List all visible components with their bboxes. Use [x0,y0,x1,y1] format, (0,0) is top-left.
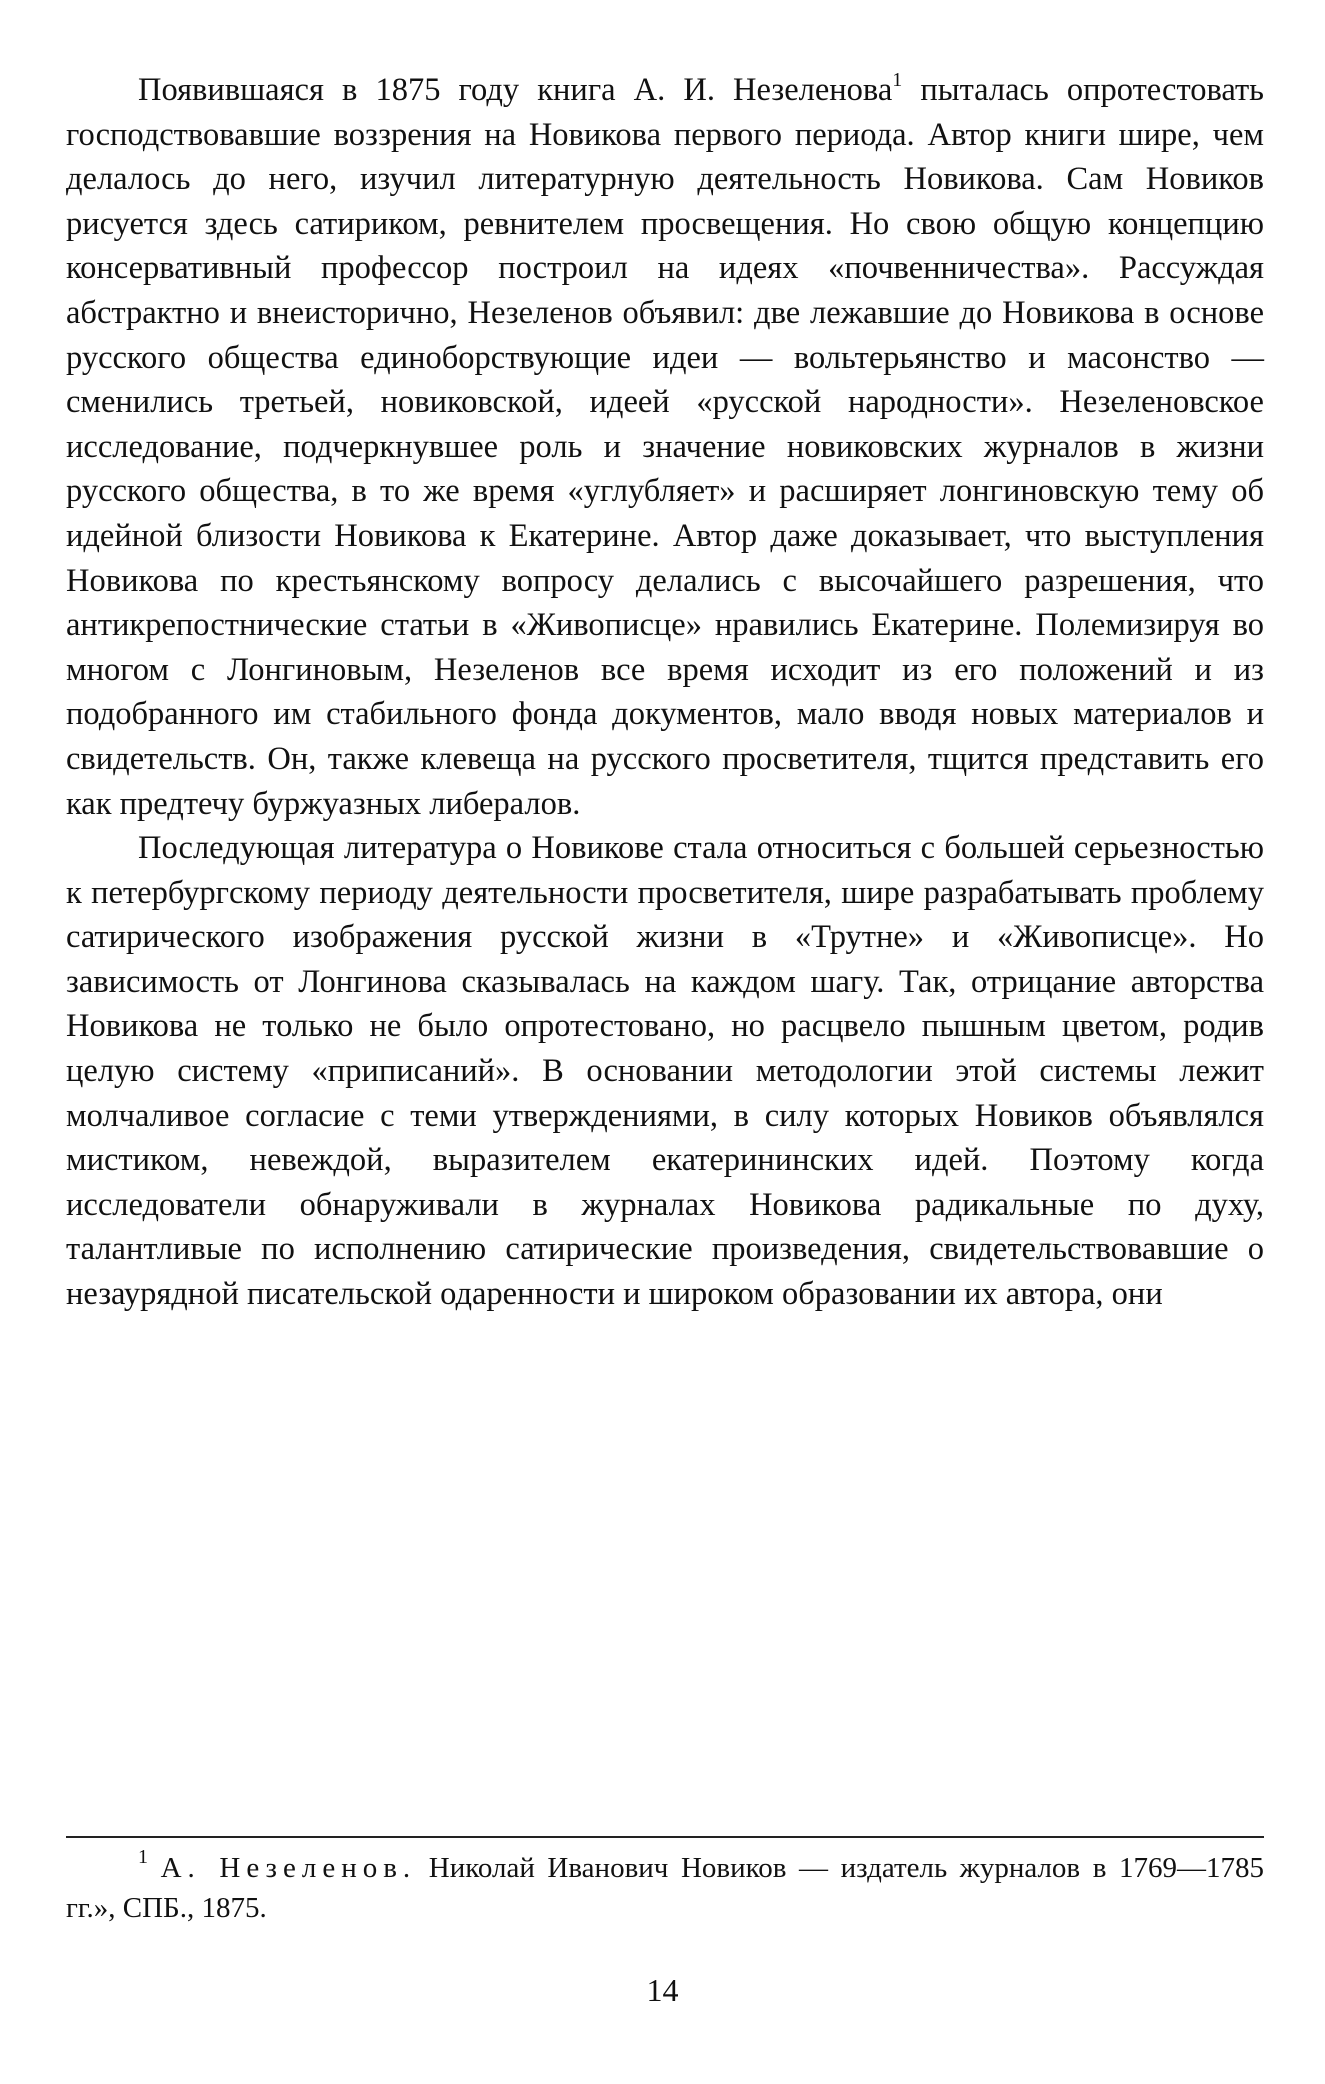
page-body [66,68,1264,1317]
paragraph-2: Последующая литература о Новикове стала относиться с большей серьезностью к петербургскому периоду деятельности просветителя, шире разрабатывать проблему сатирического изображения русской жизни в «Трутне» и «Живописце». Но зависимость от Лонгинова сказывалась на каждом шагу. Так, отрицание авторства Новикова не только не было опротестовано, но расцвело пышным цветом, родив целую систему «приписаний». В основании методологии этой системы лежит молчаливое согласие с теми утверждениями, в силу которых Новиков объявлялся мистиком, невеждой, выразителем екатерининских идей. Поэтому когда исследователи обнаруживали в журналах Новикова радикальные по духу, талантливые по исполнению сатирические произведения, свидетельствовавшие о незаурядной писательской одаренности и широком образовании их автора, они [66,830,1264,1313]
footnote [66,1848,1264,1928]
main-text [66,68,1264,1317]
footnote-author: А. Незеленов. [160,1852,417,1884]
footnote-text: Николай Иванович Новиков — издатель журналов в 1769—1785 гг.», СПБ., 1875. [66,1852,1265,1924]
paragraph-1-rest: пыталась опротестовать господствовавшие воззрения на Новикова первого периода. Автор книги шире, чем делалось до него, изучил литературную деятельность Новикова. Сам Новиков рисуется здесь сатириком, ревнителем просвещения. Но свою общую концепцию консервативный профессор построил на идеях «почвенничества». Рассуждая абстрактно и внеисторично, Незеленов объявил: две лежавшие до Новикова в основе русского общества единоборствующие идеи — вольтерьянство и масонство — сменились третьей, новиковской, идеей «русской народности». Незеленовское исследование, подчеркнувшее роль и значение новиковских журналов в жизни русского общества, в то же время «углубляет» и расширяет лонгиновскую тему об идейной близости Новикова к Екатерине. Автор даже доказывает, что выступления Новикова по крестьянскому вопросу делались с высочайшего разрешения, что антикрепостнические статьи в «Живописце» нравились Екатерине. Полемизируя во многом с Лонгиновым, Незеленов все время исходит из его положений и из подобранного им стабильного фонда документов, мало вводя новых материалов и свидетельств. Он, также клевеща на русского просветителя, тщится представить его как предтечу буржуазных либералов. [66,72,1264,822]
footnote-reference-mark: 1 [892,69,903,91]
paragraph-1-start: Появившаяся в 1875 году книга А. И. Незеленова [138,72,893,108]
page-number: 14 [646,1972,679,2008]
footnote-mark: 1 [138,1846,148,1868]
paragraph-1 [66,68,1264,826]
footnote-separator [66,1836,1264,1838]
